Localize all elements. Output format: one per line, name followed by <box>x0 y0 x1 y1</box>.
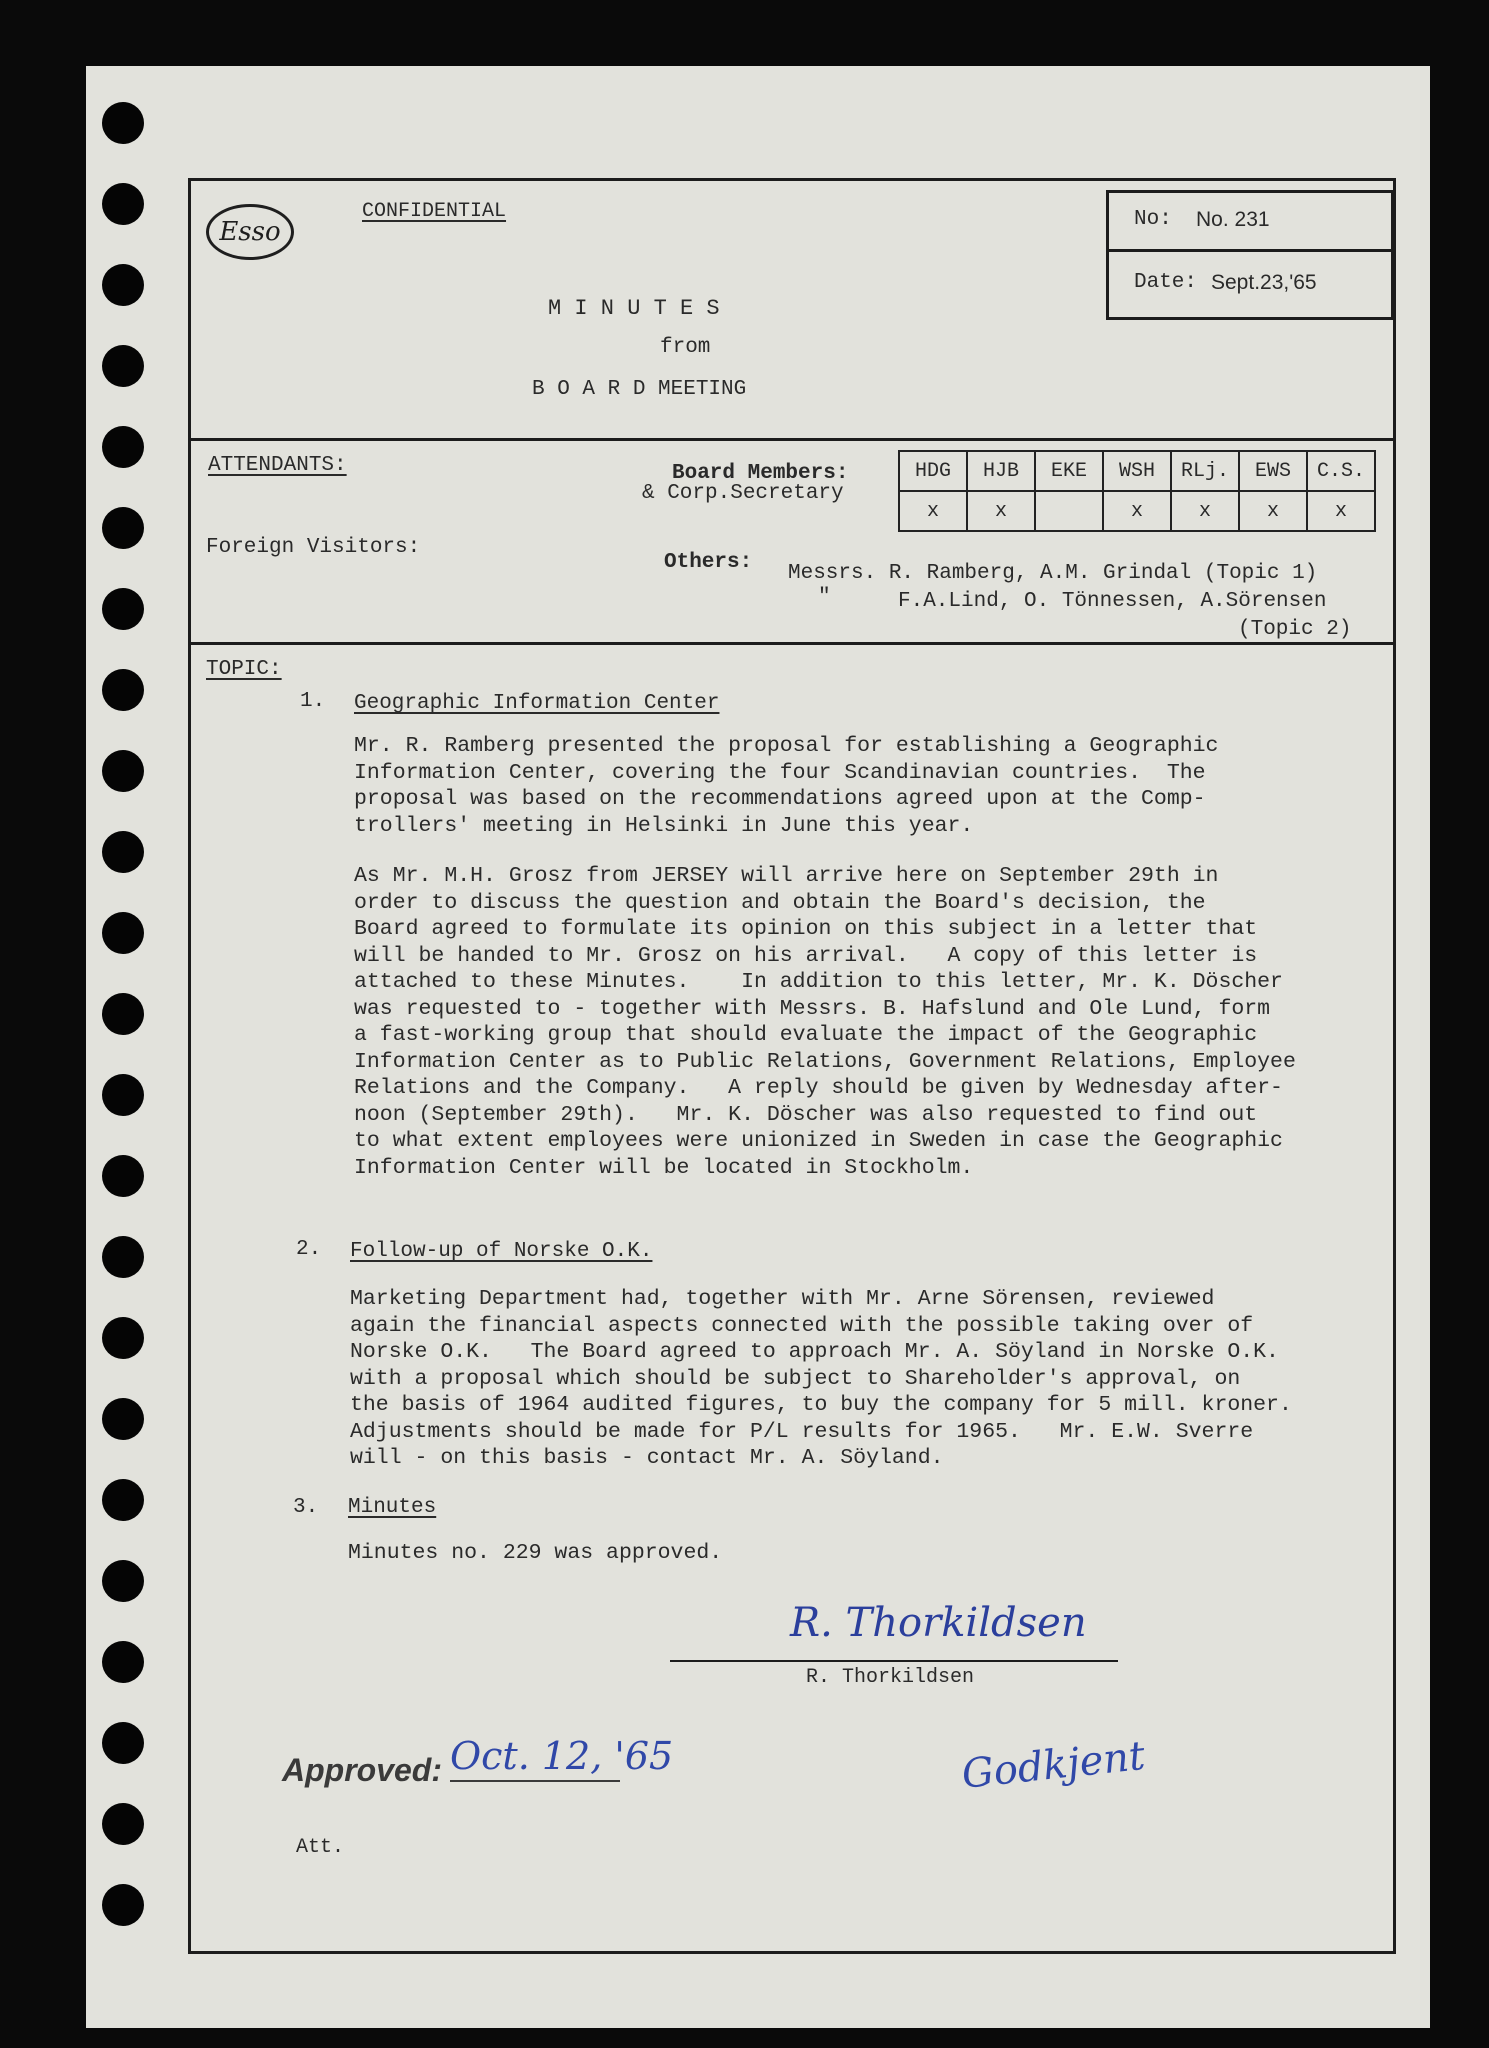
approved-label: Approved: <box>282 1752 442 1788</box>
binder-hole <box>102 507 144 549</box>
date-label: Date: <box>1134 271 1198 294</box>
others-line-2: F.A.Lind, O. Tönnessen, A.Sörensen <box>898 590 1327 613</box>
signatory-name: R. Thorkildsen <box>806 1666 975 1689</box>
binder-hole <box>102 993 144 1035</box>
board-members-label: Board Members: <box>672 462 849 485</box>
topic-2-title: Follow-up of Norske O.K. <box>350 1240 653 1263</box>
attendance-mark: x <box>1307 491 1375 531</box>
member-initials: WSH <box>1103 451 1171 491</box>
binder-hole <box>102 1236 144 1278</box>
binder-hole <box>102 345 144 387</box>
topic-3-number: 3. <box>293 1496 319 1519</box>
attendance-mark: x <box>1103 491 1171 531</box>
no-value: No. 231 <box>1196 208 1270 231</box>
attendance-mark: x <box>1171 491 1239 531</box>
approval-mark-handwritten: Godkjent <box>959 1732 1148 1798</box>
attachment-label: Att. <box>296 1836 345 1859</box>
members-initials-row <box>899 451 1375 491</box>
corp-secretary-label: & Corp.Secretary <box>642 482 844 505</box>
attendance-mark: x <box>899 491 967 531</box>
member-initials: EKE <box>1035 451 1103 491</box>
topic-3-title: Minutes <box>348 1496 437 1519</box>
binder-hole <box>102 1641 144 1683</box>
binder-hole <box>102 1398 144 1440</box>
title-board-meeting: B O A R D MEETING <box>532 378 747 401</box>
esso-logo: Esso <box>206 204 294 260</box>
binder-hole <box>102 1155 144 1197</box>
binder-hole <box>102 426 144 468</box>
topic-1-paragraph-1: Mr. R. Ramberg presented the proposal for establishing a Geographic Information Center, covering the four Scandinavian countries. The proposal was based on the recommendations agreed upon at the Comp- trollers' meeting in Helsinki in June this year. <box>354 734 1219 838</box>
topic-2-number: 2. <box>296 1238 322 1261</box>
member-initials: EWS <box>1239 451 1307 491</box>
title-minutes: M I N U T E S <box>548 296 720 321</box>
binder-hole <box>102 1884 144 1926</box>
members-attendance-row <box>899 491 1375 531</box>
binder-hole <box>102 669 144 711</box>
others-line-1: Messrs. R. Ramberg, A.M. Grindal (Topic 1) <box>788 562 1318 585</box>
others-ditto: " <box>818 586 831 609</box>
date-value: Sept.23,'65 <box>1211 271 1317 294</box>
binder-hole <box>102 750 144 792</box>
topic-1-number: 1. <box>300 690 326 713</box>
attendance-mark <box>1035 491 1103 531</box>
binder-hole <box>102 183 144 225</box>
number-date-box <box>1106 190 1394 320</box>
attendants-divider <box>188 642 1394 645</box>
binder-hole <box>102 1722 144 1764</box>
binder-hole <box>102 1560 144 1602</box>
binder-hole <box>102 1317 144 1359</box>
board-members-table <box>898 450 1376 532</box>
no-label: No: <box>1134 208 1172 231</box>
binder-hole <box>102 1074 144 1116</box>
approved-date-handwritten: Oct. 12, '65 <box>450 1734 674 1778</box>
others-line-3: (Topic 2) <box>1238 618 1352 641</box>
attendance-mark: x <box>1239 491 1307 531</box>
binder-hole <box>102 831 144 873</box>
attendance-mark: x <box>967 491 1035 531</box>
member-initials: C.S. <box>1307 451 1375 491</box>
topic-1-title: Geographic Information Center <box>354 692 720 715</box>
topic-1-paragraph-2: As Mr. M.H. Grosz from JERSEY will arrive here on September 29th in order to discuss the question and obtain the Board's decision, the Board agreed to formulate its opinion on this subject in a letter that will be handed to Mr. Grosz on his arrival. A copy of this letter is attached to these Minutes. In addition to this letter, Mr. K. Döscher was requested to - together with Messrs. B. Hafslund and Ole Lund, form a fast-working group that should evaluate the impact of the Geographic Information Center as to Public Relations, Government Relations, Employee Relations and the Company. A reply should be given by Wednesday after- noon (September 29th). Mr. K. Döscher was also requested to find out to what extent employees were unionized in Sweden in case the Geographic Information Center will be located in Stockholm. <box>354 864 1296 1180</box>
binder-hole <box>102 588 144 630</box>
binder-hole <box>102 264 144 306</box>
foreign-visitors-label: Foreign Visitors: <box>206 536 421 559</box>
confidential-label: CONFIDENTIAL <box>362 200 507 223</box>
member-initials: RLj. <box>1171 451 1239 491</box>
title-from: from <box>660 336 711 359</box>
topic-label: TOPIC: <box>206 658 282 681</box>
binder-hole <box>102 912 144 954</box>
attendants-label: ATTENDANTS: <box>208 454 347 477</box>
binder-hole <box>102 1803 144 1845</box>
member-initials: HJB <box>967 451 1035 491</box>
header-divider <box>188 438 1394 441</box>
approved-underline <box>450 1780 620 1782</box>
member-initials: HDG <box>899 451 967 491</box>
topic-3-paragraph-1: Minutes no. 229 was approved. <box>348 1541 723 1565</box>
binder-hole <box>102 102 144 144</box>
binder-hole <box>102 1479 144 1521</box>
topic-2-paragraph-1: Marketing Department had, together with Mr. Arne Sörensen, reviewed again the financial aspects connected with the possible taking over of Norske O.K. The Board agreed to approach Mr. A. Söyland in Norske O.K. with a proposal which should be subject to Shareholder's approval, on the basis of 1964 audited figures, to buy the company for 5 mill. kroner. Adjustments should be made for P/L results for 1965. Mr. E.W. Sverre will - on this basis - contact Mr. A. Söyland. <box>350 1287 1292 1470</box>
others-label: Others: <box>664 551 753 574</box>
handwritten-signature: R. Thorkildsen <box>790 1600 1087 1646</box>
signature-line <box>670 1660 1118 1662</box>
